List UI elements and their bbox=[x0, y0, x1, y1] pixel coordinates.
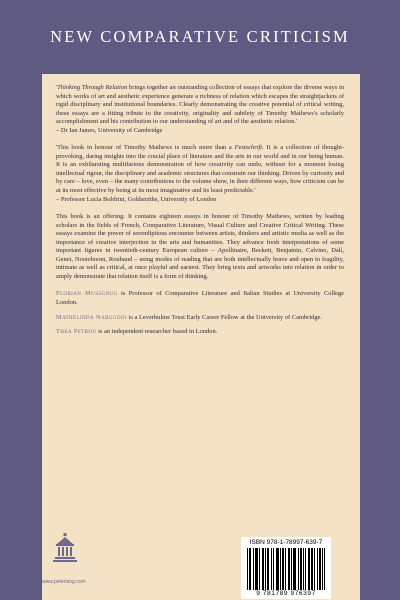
barcode-bar bbox=[288, 548, 289, 590]
book-description: This book is an offering. It contains eighteen essays in honour of Timothy Mathews, written by leading scholars in the fields of French, Comparative Literature, Visual Culture and Creative Critical Writing. These essays examine the power of serendipitous encounter between artists, thinkers and artistic media as well as the importance of creative interjection in the arts and humanities. They advance fresh interpretations of some important figures in twentieth-century European culture – Apollinaire, Beckett, Benjamin, Calvino, Dalí, Genet, Nooteboom, Roubaud – using modes of reading that are both intellectually brave and open to fragility, intimate as well as critical, at once playful and earnest. They bring texts and artworks into relation in order to amply demonstrate that relation itself is a form of thinking. bbox=[56, 213, 344, 280]
barcode-bar bbox=[314, 548, 315, 590]
barcode-bar bbox=[280, 548, 281, 590]
back-cover-text bbox=[56, 84, 344, 343]
festschrift-italic: Festschrift bbox=[234, 144, 263, 152]
barcode-bar bbox=[257, 548, 258, 590]
barcode-bar bbox=[255, 548, 256, 590]
barcode-bar bbox=[320, 548, 321, 590]
barcode-bar bbox=[247, 548, 248, 590]
book-title-italic: Thinking Through Relation bbox=[57, 84, 128, 91]
endorsement-quote-2 bbox=[56, 144, 344, 195]
barcode-bar bbox=[291, 548, 292, 590]
barcode-bar bbox=[277, 548, 278, 590]
barcode-digits: 9 781789 976397 bbox=[256, 590, 316, 597]
barcode-bar bbox=[276, 548, 277, 590]
editor-text-1: is Professor of Comparative Literature and Italian Studies at University College London. bbox=[56, 290, 344, 307]
barcode-bar bbox=[259, 548, 260, 590]
barcode bbox=[247, 548, 325, 590]
isbn-barcode-box bbox=[241, 537, 331, 599]
barcode-bar bbox=[289, 548, 290, 590]
endorsement-attribution-2: – Professor Lucia Boldrini, Goldsmiths, University of London bbox=[56, 195, 217, 203]
barcode-bar bbox=[319, 548, 320, 590]
barcode-bar bbox=[285, 548, 286, 590]
barcode-bar bbox=[268, 548, 269, 590]
isbn-label: ISBN 978-1-78997-639-7 bbox=[249, 539, 323, 546]
barcode-bar bbox=[309, 548, 310, 590]
barcode-bar bbox=[311, 548, 312, 590]
back-cover-panel bbox=[42, 74, 360, 600]
barcode-bar bbox=[298, 548, 299, 590]
barcode-bar bbox=[294, 548, 295, 590]
barcode-bar bbox=[317, 548, 318, 590]
publisher-website: www.peterlang.com bbox=[42, 579, 86, 585]
barcode-bar bbox=[282, 548, 283, 590]
barcode-bar bbox=[250, 548, 251, 590]
barcode-bar bbox=[303, 548, 304, 590]
barcode-bar bbox=[267, 548, 268, 590]
editor-bio-2 bbox=[56, 314, 344, 323]
editor-text-3: is an independent researcher based in London. bbox=[96, 328, 218, 336]
barcode-bar bbox=[271, 548, 272, 590]
barcode-bar bbox=[322, 548, 323, 590]
barcode-bar bbox=[262, 548, 263, 590]
editor-text-2: is a Leverhulme Trust Early Career Fellow at the University of Cambridge. bbox=[126, 313, 323, 321]
barcode-bar bbox=[249, 548, 250, 590]
endorsement-rest-2: . It is a collection of thought-provoking, daring insights into the crucial place of literature and the arts in our world and in our being human. It is an exhilarating multifarious demonstration of how creativity can undo, without for a moment losing intellectual rigour, the disciplinary and academic structures that constrain our thinking. Driven by curiosity and by care – love, even – the many contributions to the volume show, in their different ways, how criticism can be at its most effective by being at its most imaginative and its least predictable.' bbox=[56, 144, 344, 195]
series-title: NEW COMPARATIVE CRITICISM bbox=[50, 27, 350, 46]
editor-bio-1 bbox=[56, 290, 344, 307]
barcode-bar bbox=[265, 548, 266, 590]
editor-bio-3 bbox=[56, 328, 344, 337]
barcode-bar bbox=[305, 548, 306, 590]
barcode-bar bbox=[300, 548, 301, 590]
barcode-bar bbox=[293, 548, 294, 590]
peter-lang-logo-icon bbox=[52, 532, 78, 572]
series-banner bbox=[0, 0, 400, 74]
barcode-bar bbox=[256, 548, 257, 590]
barcode-bar bbox=[301, 548, 302, 590]
endorsement-attribution-1: – Dr Ian James, University of Cambridge bbox=[56, 126, 163, 134]
editor-name-1: Florian Mussgnug bbox=[56, 290, 118, 298]
editor-name-2: Mathelinda Nabugodi bbox=[56, 313, 127, 321]
barcode-bar bbox=[308, 548, 309, 590]
editor-name-3: Thea Petrou bbox=[56, 328, 97, 336]
barcode-bar bbox=[312, 548, 313, 590]
endorsement-start-2: 'This book in honour of Timothy Mathews is much more than a bbox=[56, 144, 235, 152]
endorsement-quote-1: 'Thinking Through Relation brings together an outstanding collection of essays that explore the diverse ways in which works of art and aesthetic experience generate a richness of relation which escapes the straightjackets of rigid disciplinary and institutional boundaries. Clearly demonstrating the creative potential of critical writing, these essays are a fitting tribute to the creativity, originality and subtlety of Timothy Mathews's scholarly accomplishment and his contribution to our understanding of art and of the aesthetic relation.' bbox=[56, 84, 344, 126]
editor-bios bbox=[56, 290, 344, 336]
barcode-bar bbox=[263, 548, 264, 590]
barcode-bar bbox=[283, 548, 284, 590]
barcode-bar bbox=[278, 548, 279, 590]
barcode-bar bbox=[253, 548, 254, 590]
barcode-bar bbox=[324, 548, 325, 590]
barcode-bar bbox=[273, 548, 274, 590]
endorsement-body-1: brings together an outstanding collection of essays that explore the diverse ways in which works of art and aesthetic experience generate a richness of relation which escapes the straightjackets of rigid disciplinary and institutional boundaries. Clearly demonstrating the creative potential of critical writing, these essays are a fitting tribute to the creativity, originality and subtlety of Timothy Mathews's scholarly accomplishment and his contribution to our understanding of art and of the aesthetic relation.' bbox=[56, 84, 344, 126]
barcode-bar bbox=[295, 548, 296, 590]
